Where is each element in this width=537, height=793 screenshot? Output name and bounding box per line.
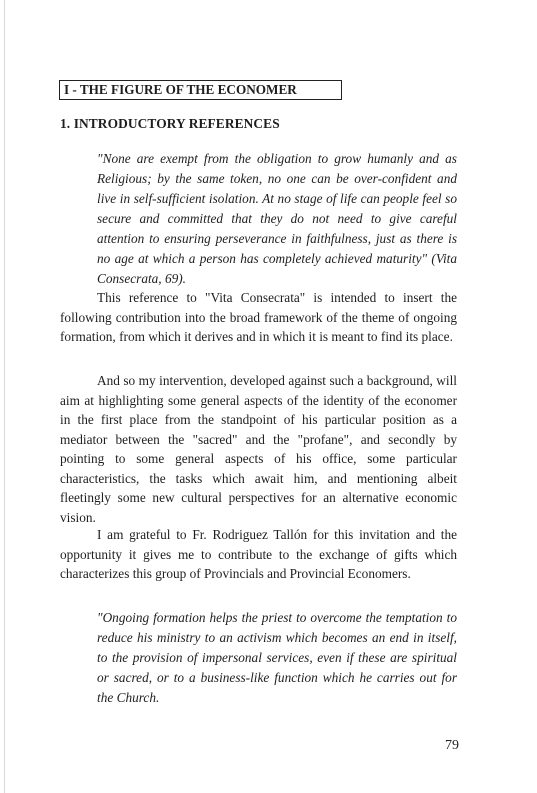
body-paragraph: And so my intervention, developed against such a background, will aim at highlighting some general aspects of the identity of the economer in the first place from the standpoint of his particular position as a mediator between the "sacred" and the "profane", and secondly by pointing to some general aspects of his office, some particular characteristics, the tasks which await him, and mentioning albeit fleetingly some new cultural perspectives for an alternative economic vision. (60, 373, 457, 525)
epigraph-quote: "None are exempt from the obligation to grow humanly and as Religious; by the same token, no one can be over-confident and live in self-sufficient isolation. At no stage of life can people feel so secure and committed that they do not need to give careful attention to ensuring perseverance in faithfulness, just as there is no age at which a person has completely achieved maturity" (Vita Consecrata, 69). (97, 151, 457, 286)
page-edge (4, 0, 5, 793)
page-number: 79 (445, 738, 459, 753)
formation-quote: "Ongoing formation helps the priest to overcome the temptation to reduce his ministry to an activism which becomes an end in itself, to the provision of impersonal services, even if these are spiritual or sacred, or to a business-like function which he carries out for the Church. (97, 610, 457, 705)
body-paragraph: This reference to "Vita Consecrata" is intended to insert the following contribution into the broad framework of the theme of ongoing formation, from which it derives and in which it is meant to find its place. (60, 290, 457, 344)
body-paragraph: I am grateful to Fr. Rodriguez Tallón for this invitation and the opportunity it gives me to contribute to the exchange of gifts which characterizes this group of Provincials and Provincial Economers. (60, 527, 457, 581)
chapter-title: I - THE FIGURE OF THE ECONOMER (59, 80, 342, 100)
section-heading: 1. INTRODUCTORY REFERENCES (60, 116, 280, 131)
